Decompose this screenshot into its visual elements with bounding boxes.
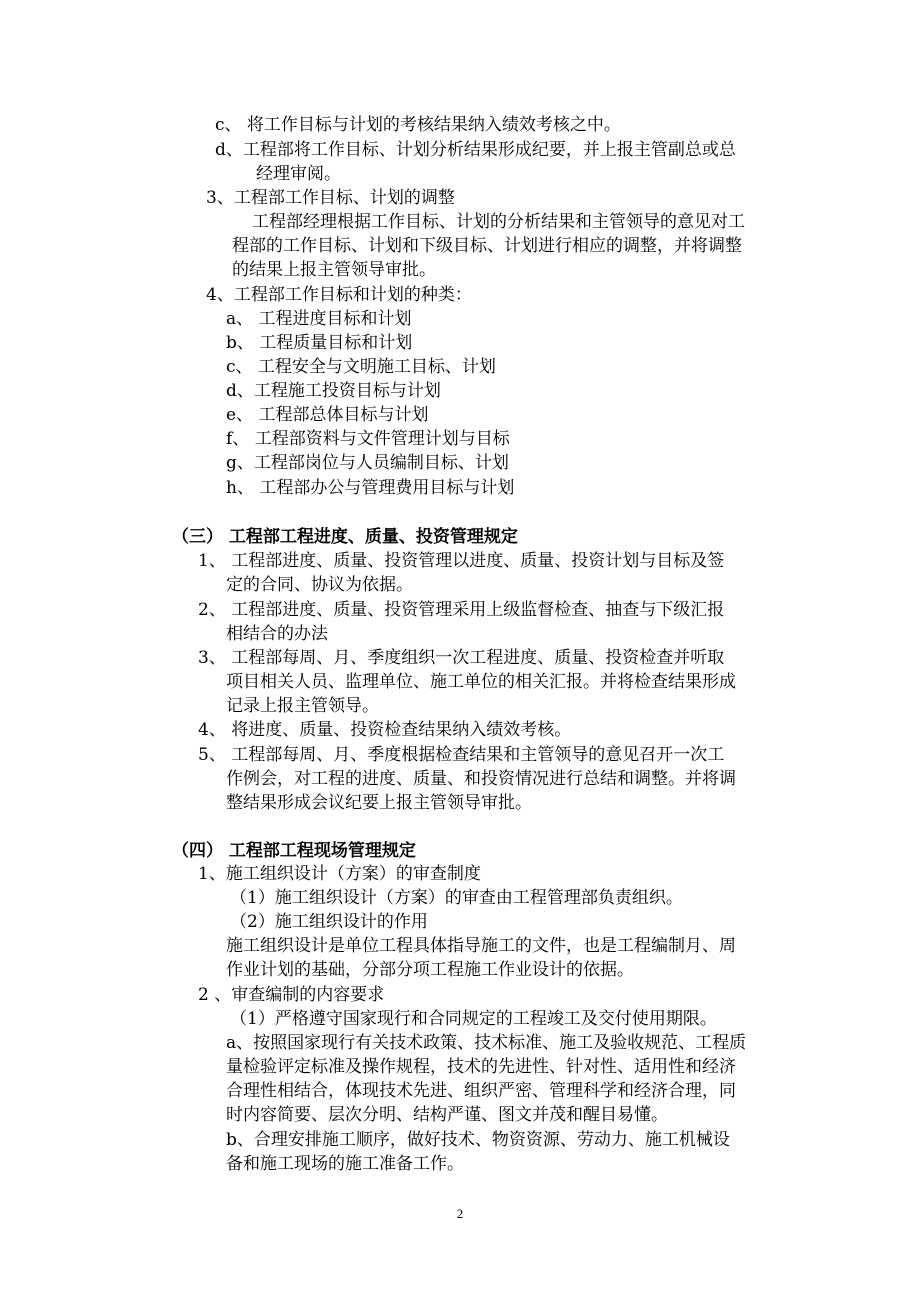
text-line: 2、 工程部进度、质量、投资管理采用上级监督检查、抽查与下级汇报	[198, 600, 725, 620]
text-line: 备和施工现场的施工准备工作。	[226, 1154, 464, 1174]
text-line: 的结果上报主管领导审批。	[232, 260, 436, 280]
text-line: （1）施工组织设计（方案）的审查由工程管理部负责组织。	[230, 888, 683, 908]
text-line: 项目相关人员、监理单位、施工单位的相关汇报。并将检查结果形成	[226, 672, 736, 692]
text-line: 3、 工程部每周、月、季度组织一次工程进度、质量、投资检查并听取	[198, 648, 725, 668]
section-heading: （三） 工程部工程进度、质量、投资管理规定	[172, 527, 518, 547]
list-item: f、 工程部资料与文件管理计划与目标	[226, 429, 510, 449]
text-line: 时内容简要、层次分明、结构严谨、图文并茂和醒目易懂。	[226, 1105, 668, 1125]
text-line: 施工组织设计是单位工程具体指导施工的文件，也是工程编制月、周	[226, 936, 736, 956]
subsection-heading: 4、工程部工作目标和计划的种类：	[206, 285, 472, 305]
text-line: （2）施工组织设计的作用	[230, 912, 428, 932]
text-line: 整结果形成会议纪要上报主管领导审批。	[226, 793, 532, 813]
text-line: 作业计划的基础，分部分项工程施工作业设计的依据。	[226, 960, 634, 980]
list-item: g、工程部岗位与人员编制目标、计划	[226, 453, 509, 473]
text-line: 1、 工程部进度、质量、投资管理以进度、质量、投资计划与目标及签	[198, 551, 725, 571]
subsection-heading: 2 、审查编制的内容要求	[198, 985, 385, 1005]
list-item: d、工程施工投资目标与计划	[226, 381, 441, 401]
text-line: 4、 将进度、质量、投资检查结果纳入绩效考核。	[198, 720, 572, 740]
text-line: 工程部经理根据工作目标、计划的分析结果和主管领导的意见对工	[252, 212, 745, 232]
text-line: 作例会，对工程的进度、质量、和投资情况进行总结和调整。并将调	[226, 769, 736, 789]
list-item: h、 工程部办公与管理费用目标与计划	[226, 478, 515, 498]
text-line: 经理审阅。	[256, 164, 341, 184]
text-line: （1）严格遵守国家现行和合同规定的工程竣工及交付使用期限。	[230, 1009, 717, 1029]
text-line: b、合理安排施工顺序，做好技术、物资资源、劳动力、施工机械设	[226, 1130, 730, 1150]
text-line: 合理性相结合，体现技术先进、组织严密、管理科学和经济合理，同	[226, 1081, 736, 1101]
list-item: b、 工程质量目标和计划	[226, 333, 413, 353]
text-line: 定的合同、协议为依据。	[226, 575, 413, 595]
text-line: 记录上报主管领导。	[226, 696, 379, 716]
text-line: 5、 工程部每周、月、季度根据检查结果和主管领导的意见召开一次工	[198, 745, 725, 765]
text-line: 量检验评定标准及操作规程，技术的先进性、针对性、适用性和经济	[226, 1057, 736, 1077]
text-line: a、按照国家现行有关技术政策、技术标准、施工及验收规范、工程质	[226, 1033, 747, 1053]
text-line: 程部的工作目标、计划和下级目标、计划进行相应的调整，并将调整	[232, 236, 742, 256]
list-item: a、 工程进度目标和计划	[226, 309, 412, 329]
text-line: d、工程部将工作目标、计划分析结果形成纪要，并上报主管副总或总	[215, 140, 736, 160]
list-item: e、 工程部总体目标与计划	[226, 405, 429, 425]
page-number: 2	[456, 1206, 464, 1221]
text-line: 相结合的办法	[226, 624, 328, 644]
section-heading: （四） 工程部工程现场管理规定	[172, 841, 416, 861]
text-line: c、 将工作目标与计划的考核结果纳入绩效考核之中。	[215, 115, 621, 135]
subsection-heading: 3、工程部工作目标、计划的调整	[206, 188, 455, 208]
subsection-heading: 1、施工组织设计（方案）的审查制度	[198, 864, 481, 884]
list-item: c、 工程安全与文明施工目标、计划	[226, 357, 496, 377]
